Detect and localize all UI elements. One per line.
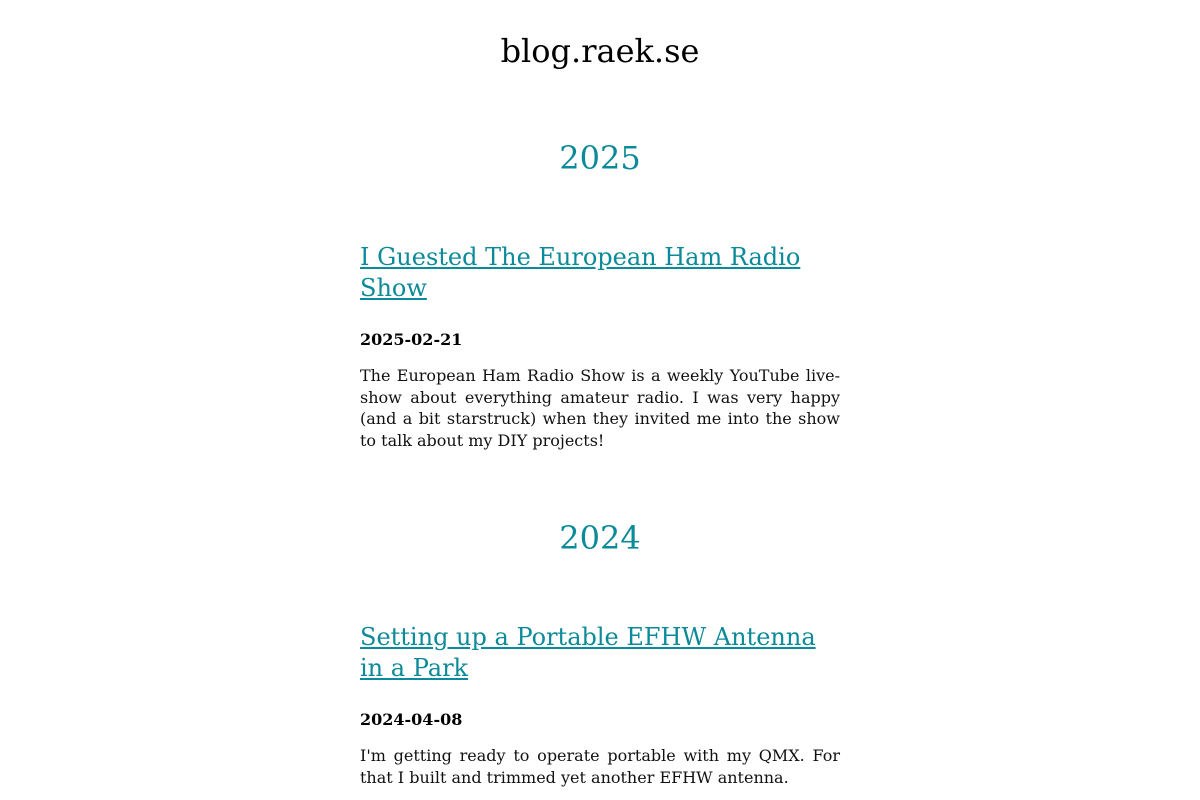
post-date: 2024-04-08 [360, 710, 463, 729]
post-item [360, 242, 840, 451]
post-title-link[interactable]: I Guested The European Ham Radio Show [360, 243, 801, 302]
post-excerpt: I'm getting ready to operate portable with my QMX. For that I built and trimmed yet another EFHW antenna. [360, 746, 840, 787]
site-title[interactable]: blog.raek.se [500, 32, 700, 70]
year-heading-2025: 2025 [559, 139, 641, 177]
post-title-link[interactable]: Setting up a Portable EFHW Antenna in a Park [360, 623, 816, 682]
post-excerpt: The European Ham Radio Show is a weekly YouTube live-show about everything amateur radio. I was very happy (and a bit starstruck) when they invited me into the show to talk about my DIY projects! [360, 366, 840, 450]
post-item [360, 622, 840, 788]
year-heading-2024: 2024 [559, 519, 641, 557]
post-date: 2025-02-21 [360, 330, 463, 349]
